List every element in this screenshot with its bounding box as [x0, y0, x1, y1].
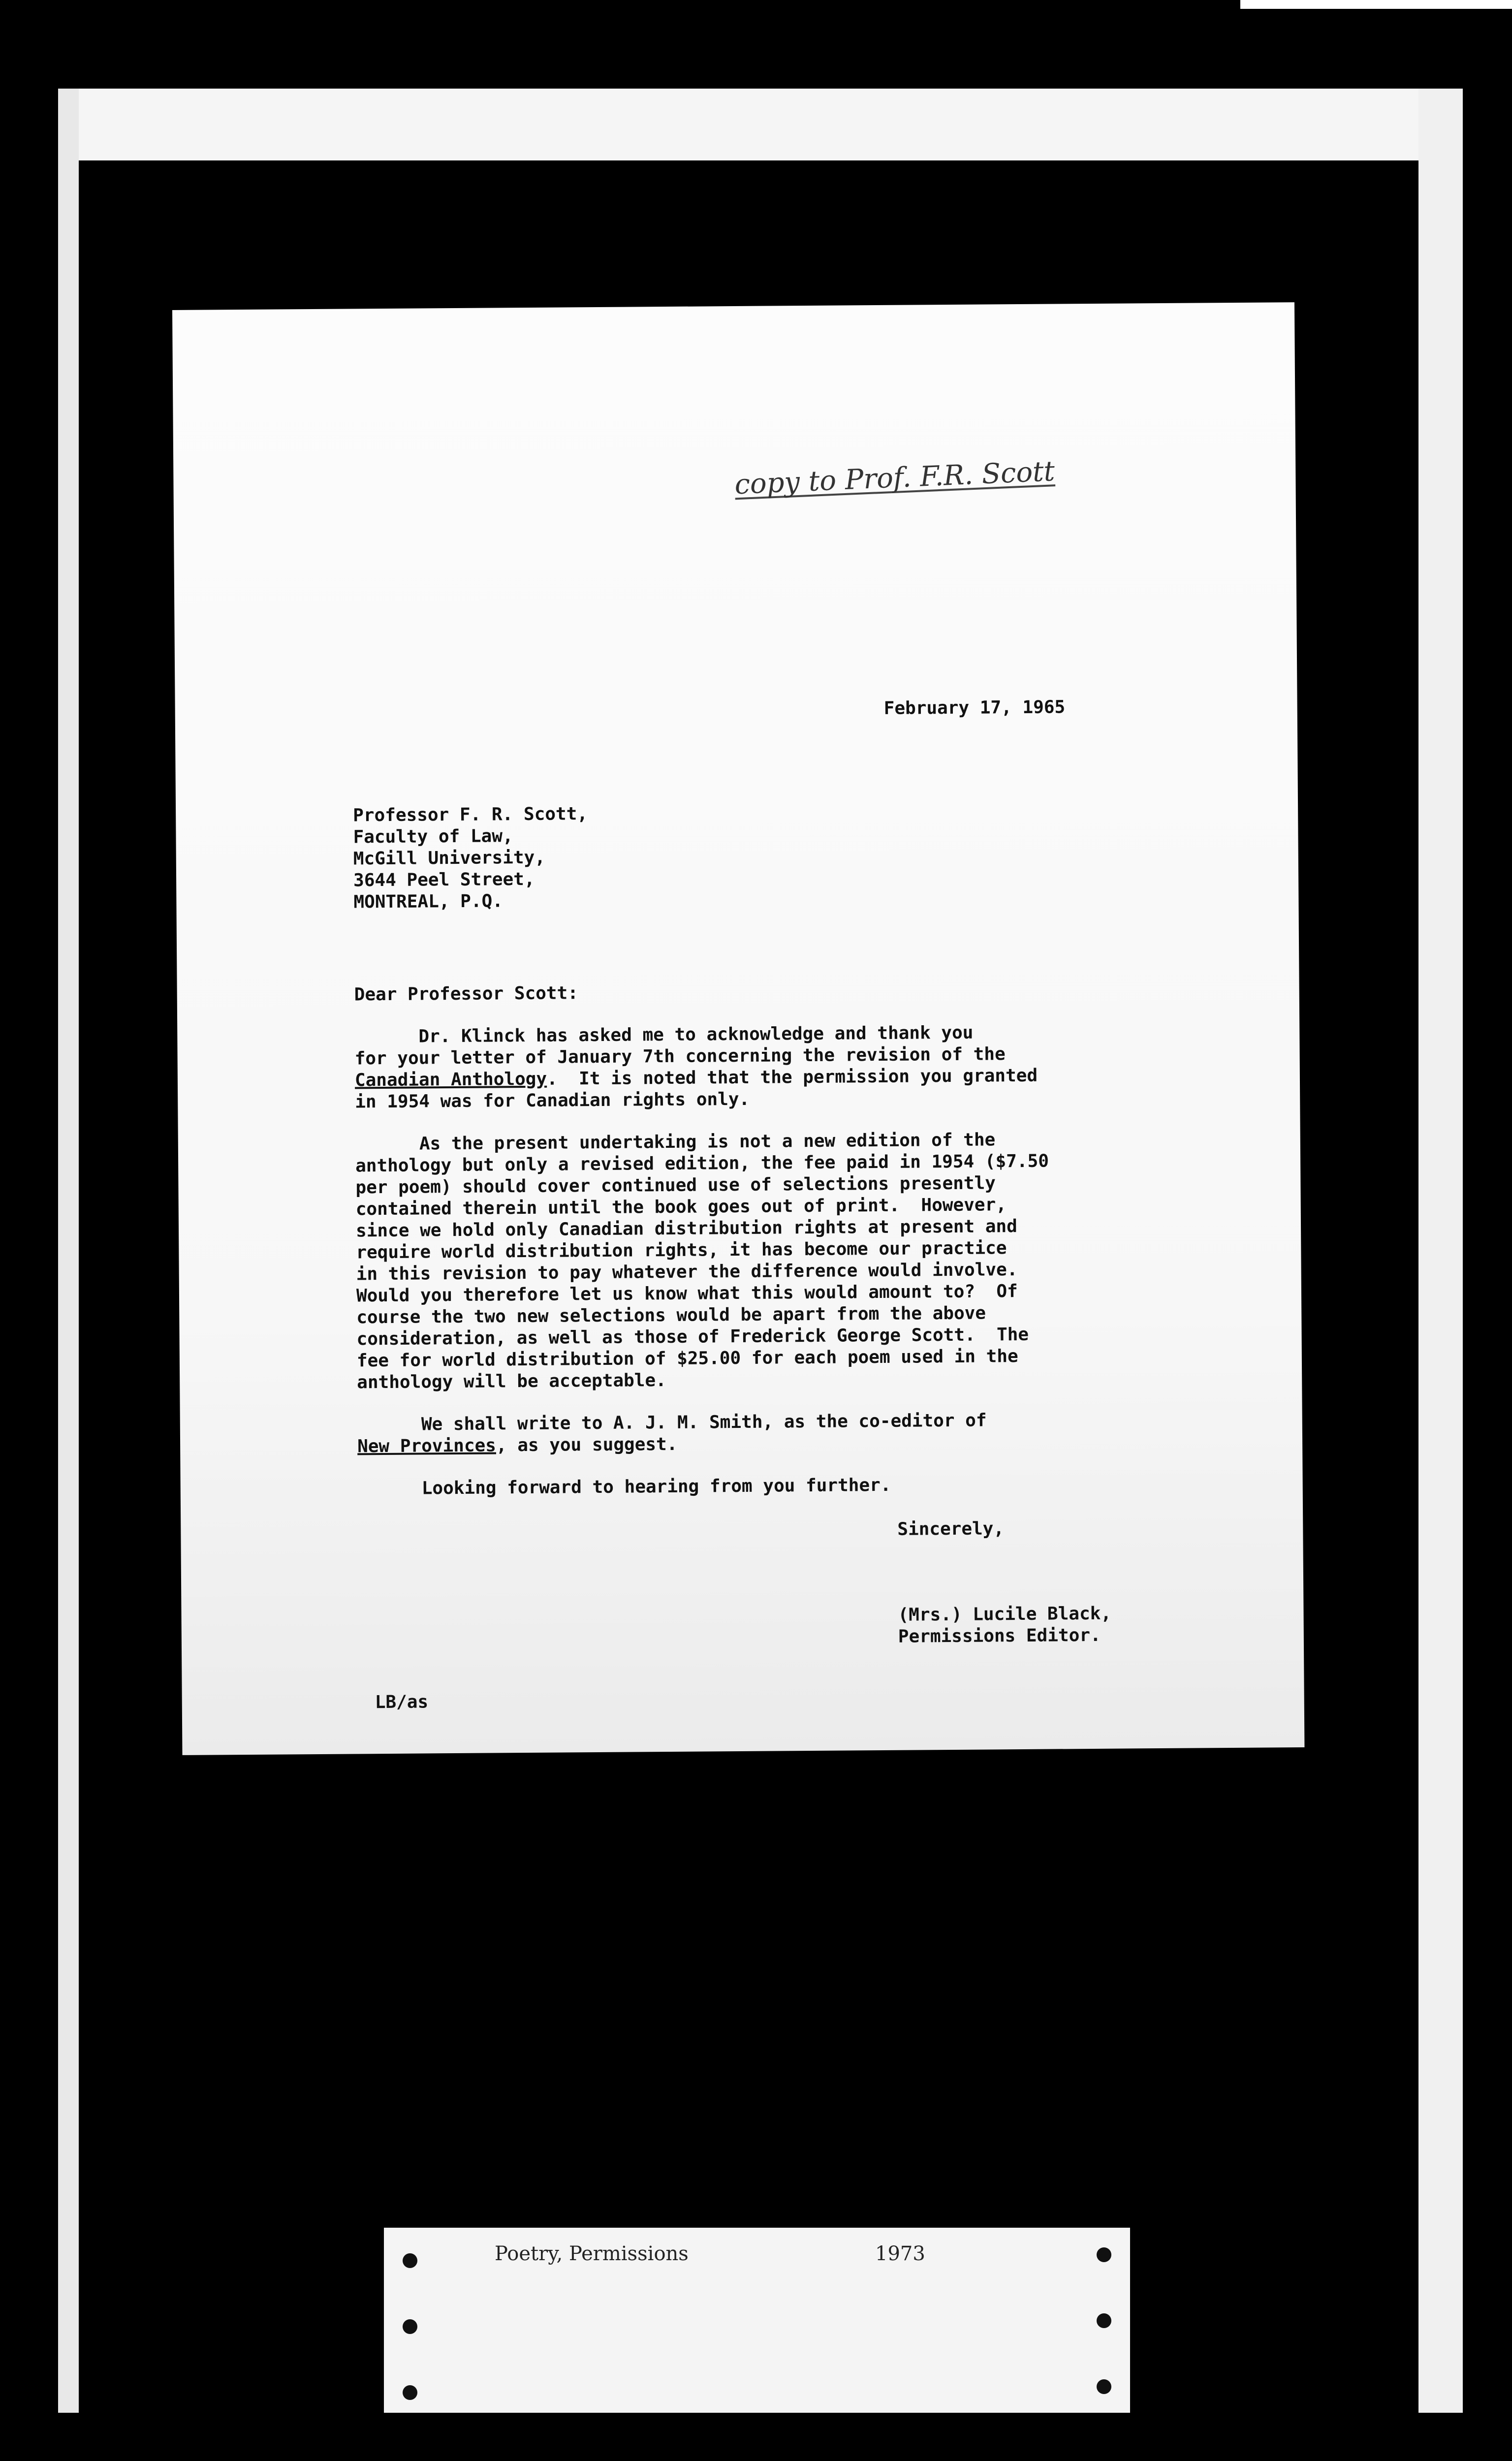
punch-hole [1097, 2379, 1111, 2394]
body-line: in this revision to pay whatever the difference would involve. [356, 1260, 1018, 1285]
film-edge-strip [1240, 0, 1512, 9]
handwritten-annotation: copy to Prof. F.R. Scott [734, 455, 1056, 501]
body-line: Would you therefore let us know what this would amount to? Of [356, 1281, 1018, 1306]
address-line: Professor F. R. Scott, [353, 804, 588, 826]
body-line: course the two new selections would be apart from the above [356, 1303, 986, 1328]
index-card [384, 2228, 1130, 2413]
underlined-title: New Provinces [357, 1435, 497, 1457]
signature-title: Permissions Editor. [898, 1625, 1101, 1647]
card-subject: Poetry, Permissions [495, 2242, 689, 2265]
closing: Sincerely, [897, 1518, 1005, 1540]
film-border-right [1418, 89, 1463, 2413]
body-line: in 1954 was for Canadian rights only. [355, 1089, 750, 1112]
letter-page [172, 302, 1304, 1755]
punch-hole [403, 2253, 417, 2268]
body-line: consideration, as well as those of Frederick George Scott. The [356, 1324, 1029, 1350]
body-line: As the present undertaking is not a new edition of the [355, 1130, 996, 1155]
address-line: MONTREAL, P.Q. [353, 891, 503, 913]
body-line: New Provinces, as you suggest. [357, 1434, 678, 1457]
body-line: anthology will be acceptable. [357, 1370, 666, 1393]
body-line: contained therein until the book goes out of print. However, [355, 1195, 1007, 1220]
address-line: McGill University, [353, 847, 546, 869]
signature-name: (Mrs.) Lucile Black, [898, 1603, 1112, 1625]
punch-hole [1097, 2313, 1111, 2328]
body-line: Dr. Klinck has asked me to acknowledge and thank you [354, 1022, 974, 1047]
salutation: Dear Professor Scott: [354, 983, 579, 1005]
punch-hole [1097, 2247, 1111, 2262]
body-line: fee for world distribution of $25.00 for each poem used in the [356, 1346, 1018, 1371]
body-line: anthology but only a revised edition, the fee paid in 1954 ($7.50 [355, 1151, 1049, 1176]
address-line: Faculty of Law, [353, 826, 513, 848]
letter-date: February 17, 1965 [883, 697, 1066, 719]
underlined-title: Canadian Anthology [354, 1069, 547, 1091]
address-line: 3644 Peel Street, [353, 869, 535, 891]
punch-hole [403, 2319, 417, 2334]
body-line: We shall write to A. J. M. Smith, as the co-editor of [357, 1410, 987, 1435]
film-border-left [58, 89, 79, 2413]
body-line: since we hold only Canadian distribution rights at present and [355, 1216, 1017, 1241]
card-year: 1973 [875, 2242, 925, 2265]
body-line: Canadian Anthology. It is noted that the permission you granted [354, 1065, 1038, 1091]
punch-hole [403, 2385, 417, 2400]
body-line: for your letter of January 7th concerning the revision of the [354, 1044, 1006, 1069]
film-border-top [58, 89, 1463, 160]
body-line: require world distribution rights, it has become our practice [356, 1238, 1007, 1263]
typist-initials: LB/as [375, 1692, 429, 1713]
paragraph-4: Looking forward to hearing from you further. [357, 1475, 891, 1499]
body-line: per poem) should cover continued use of selections presently [355, 1173, 996, 1198]
